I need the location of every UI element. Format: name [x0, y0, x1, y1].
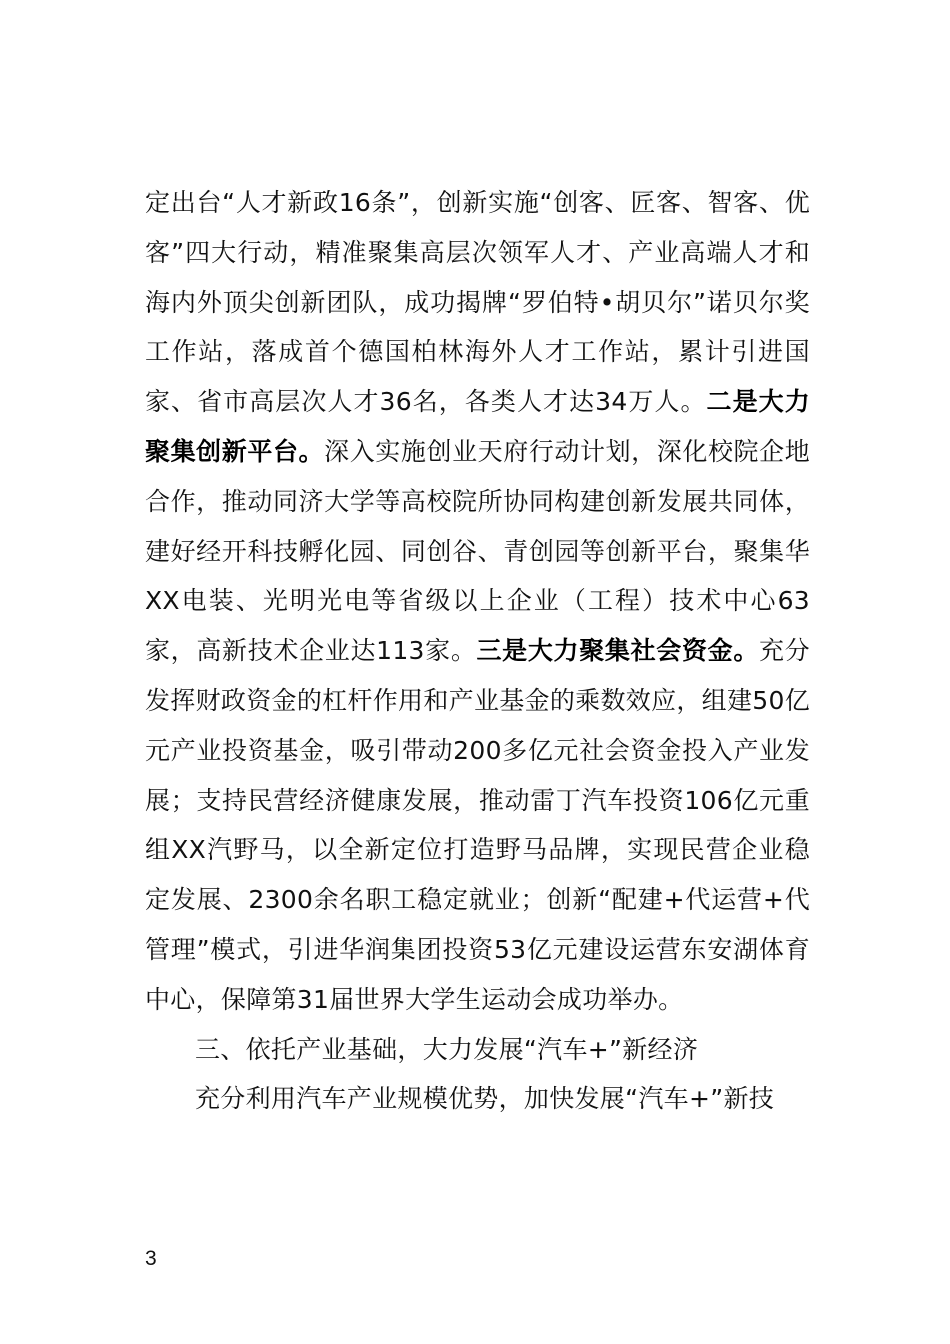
- bold-lead-social-capital: 三是大力聚集社会资金。: [476, 636, 759, 666]
- document-body: [145, 178, 810, 1124]
- bold-lead-innovation-platform: 二是大力聚集创新平台。: [145, 387, 810, 466]
- paragraph-text-platform: 深入实施创业天府行动计划，深化校院企地合作，推动同济大学等高校院所协同构建创新发展共同体，建好经开科技孵化园、同创谷、青创园等创新平台，聚集华XX电装、光明光电等省级以上企业（工程）技术中心63家，高新技术企业达113家。: [145, 436, 811, 666]
- section-heading: 三、依托产业基础，大力发展“汽车+”新经济: [195, 1034, 699, 1064]
- paragraph-auto-plus: 充分利用汽车产业规模优势，加快发展“汽车+”新技: [195, 1084, 775, 1114]
- paragraph-text-talent: 定出台“人才新政16条”，创新实施“创客、匠客、智客、优客”四大行动，精准聚集高层次领军人才、产业高端人才和海内外顶尖创新团队，成功揭牌“罗伯特•胡贝尔”诺贝尔奖工作站，落成首个德国柏林海外人才工作站，累计引进国家、省市高层次人才36名，各类人才达34万人。: [145, 188, 810, 417]
- paragraph-text-capital: 充分发挥财政资金的杠杆作用和产业基金的乘数效应，组建50亿元产业投资基金，吸引带动200多亿元社会资金投入产业发展；支持民营经济健康发展，推动雷丁汽车投资106亿元重组XX汽野马，以全新定位打造野马品牌，实现民营企业稳定发展、2300余名职工稳定就业；创新“配建+代运营+代管理”模式，引进华润集团投资53亿元建设运营东安湖体育中心，保障第31届世界大学生运动会成功举办。: [145, 636, 810, 1014]
- paragraph-talent-platform-capital: [145, 178, 810, 1025]
- page-number: 3: [145, 1247, 157, 1270]
